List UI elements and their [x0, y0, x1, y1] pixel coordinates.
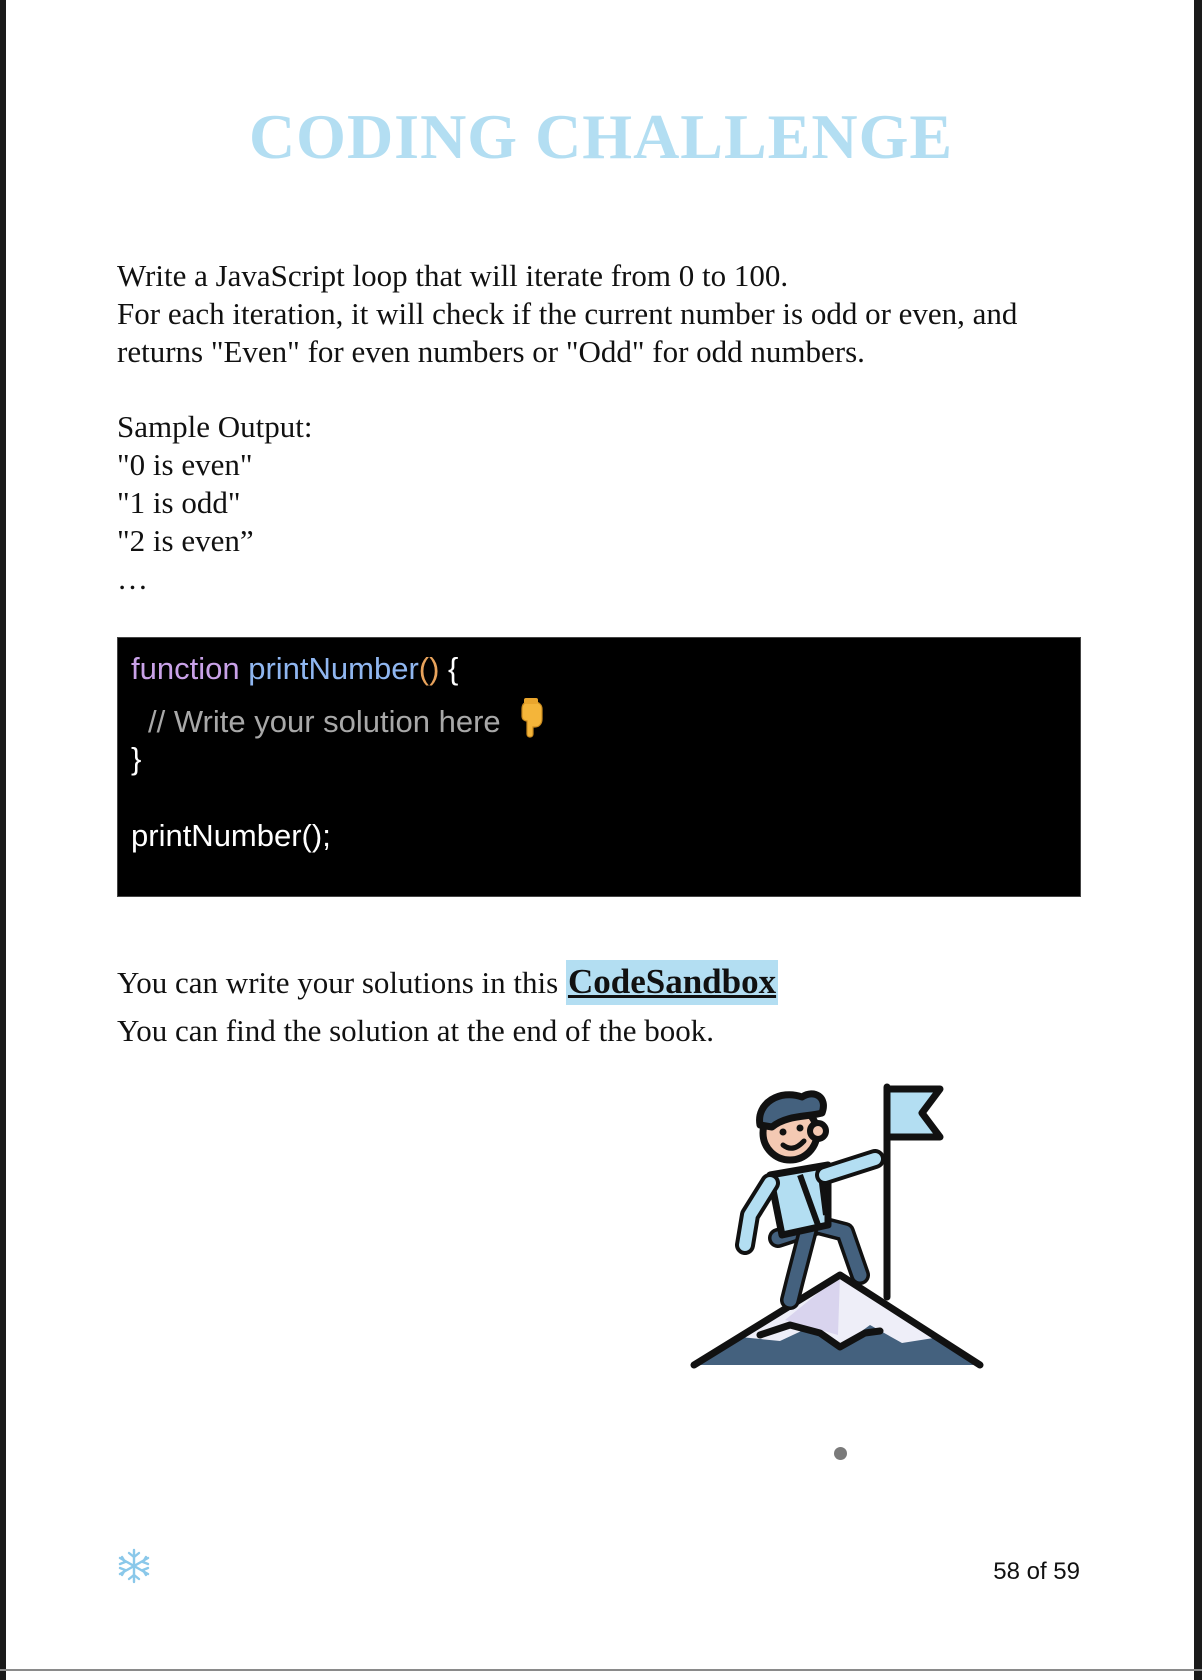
- code-keyword: function: [131, 651, 240, 686]
- sample-output: [117, 408, 312, 598]
- code-line-call: printNumber();: [131, 818, 331, 853]
- code-comment: // Write your solution here: [148, 704, 501, 739]
- page-border-bottom: [0, 1669, 1202, 1671]
- sandbox-line: [117, 958, 778, 1007]
- description-line: Write a JavaScript loop that will iterate from 0 to 100.: [117, 258, 789, 293]
- code-parens: (): [418, 651, 440, 686]
- links-section: [117, 958, 778, 1055]
- climber-with-flag-on-mountain-icon: [690, 1075, 1000, 1375]
- page-border-left: [0, 0, 6, 1680]
- description-line: returns "Even" for even numbers or "Odd" for odd numbers.: [117, 334, 865, 369]
- sample-output-ellipsis: …: [117, 561, 148, 596]
- bullet-dot: [834, 1447, 847, 1460]
- sandbox-prefix: You can write your solutions in this: [117, 965, 566, 1000]
- code-block: [117, 637, 1081, 897]
- code-brace-open: {: [439, 651, 459, 686]
- solution-note: You can find the solution at the end of the book.: [117, 1013, 714, 1048]
- sample-output-line: "1 is odd": [117, 485, 241, 520]
- code-line-brace-close: }: [131, 741, 142, 776]
- code-function-name: printNumber: [248, 651, 419, 686]
- code-line-comment: [148, 698, 547, 746]
- sample-output-heading: Sample Output:: [117, 409, 313, 444]
- page-title: CODING CHALLENGE: [248, 101, 954, 172]
- codesandbox-link[interactable]: CodeSandbox: [566, 960, 778, 1005]
- snowflake-icon: [116, 1548, 152, 1584]
- sample-output-line: "2 is even”: [117, 523, 254, 558]
- sample-output-line: "0 is even": [117, 447, 253, 482]
- page-number: 58 of 59: [993, 1558, 1080, 1585]
- description-line: For each iteration, it will check if the current number is odd or even, and: [117, 296, 1018, 331]
- code-line-function: [131, 651, 458, 687]
- page-border-right: [1194, 0, 1202, 1680]
- pointing-down-hand-icon: [517, 698, 547, 746]
- challenge-description: [117, 257, 1017, 371]
